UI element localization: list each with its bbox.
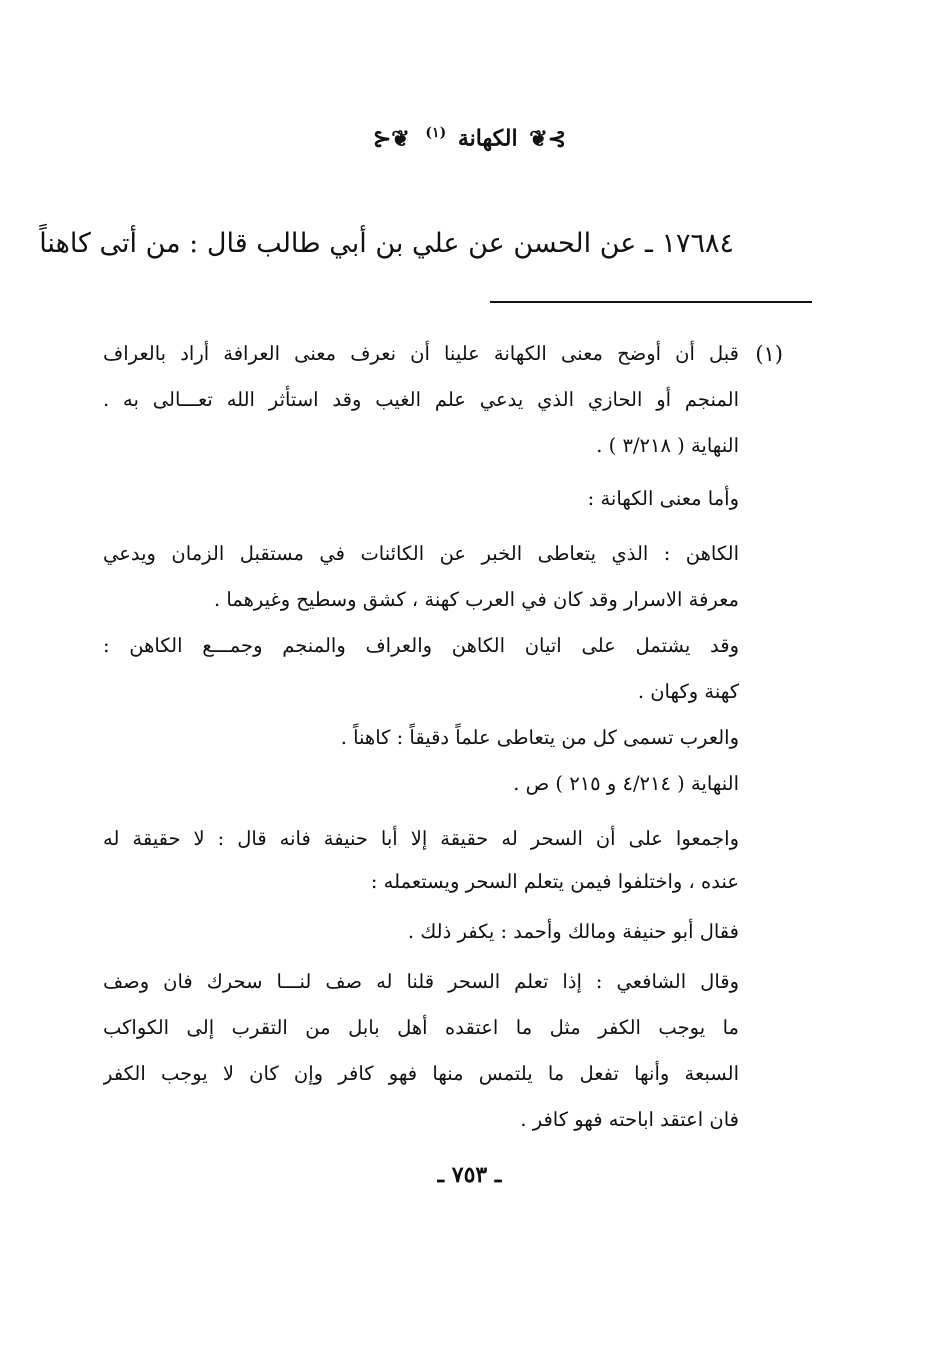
footnote-line: والعرب تسمى كل من يتعاطى علماً دقيقاً : كاهناً . [340, 726, 739, 749]
section-heading [0, 125, 939, 152]
footnote-line: كهنة وكهان . [637, 680, 739, 703]
hadith-text: ١٧٦٨٤ ـ عن الحسن عن علي بن أبي طالب قال : من أتى كاهناً [39, 228, 734, 259]
footnote-line: النهاية ( ٤/٢١٤ و ٢١٥ ) ص . [513, 772, 739, 795]
footnote-line: واجمعوا على أن السحر له حقيقة إلا أبا حنيفة فانه قال : لا حقيقة له [103, 827, 739, 850]
footnote-line: النهاية ( ٣/٢١٨ ) . [596, 434, 739, 457]
footnote-marker: (١) [755, 342, 783, 366]
footnote-reference: (١) [425, 125, 447, 141]
ornament-left-icon: ❦⊰ [372, 126, 410, 153]
page-number: ـ ٧٥٣ ـ [437, 1162, 502, 1188]
footnote-line: المنجم أو الحازي الذي يدعي علم الغيب وقد استأثر الله تعـــالى به . [103, 388, 739, 411]
footnote-line: وأما معنى الكهانة : [587, 487, 739, 510]
footnote-line: وقد يشتمل على اتيان الكاهن والعراف والمنجم وجمـــع الكاهن : [103, 634, 739, 657]
footnote-line: ما يوجب الكفر مثل ما اعتقده أهل بابل من التقرب إلى الكواكب [103, 1016, 739, 1039]
section-title: الكهانة [457, 125, 518, 152]
footnote-line: فان اعتقد اباحته فهو كافر . [520, 1108, 739, 1131]
footnote-line: معرفة الاسرار وقد كان في العرب كهنة ، كشق وسطيح وغيرهما . [213, 588, 739, 611]
footnote-line: الكاهن : الذي يتعاطى الخبر عن الكائنات في مستقبل الزمان ويدعي [103, 542, 739, 565]
footnote-line: فقال أبو حنيفة ومالك وأحمد : يكفر ذلك . [407, 920, 739, 943]
footnote-line: السبعة وأنها تفعل ما يلتمس منها فهو كافر وإن كان لا يوجب الكفر [103, 1062, 739, 1085]
footnote-line: قبل أن أوضح معنى الكهانة علينا أن نعرف معنى العرافة أراد بالعراف [103, 342, 739, 365]
footnote-line: وقال الشافعي : إذا تعلم السحر قلنا له صف لنـــا سحرك فان وصف [103, 970, 739, 993]
footnote-divider [490, 301, 812, 303]
ornament-right-icon: ⊱❦ [529, 126, 567, 153]
footnote-line: عنده ، واختلفوا فيمن يتعلم السحر ويستعمله : [370, 870, 739, 893]
